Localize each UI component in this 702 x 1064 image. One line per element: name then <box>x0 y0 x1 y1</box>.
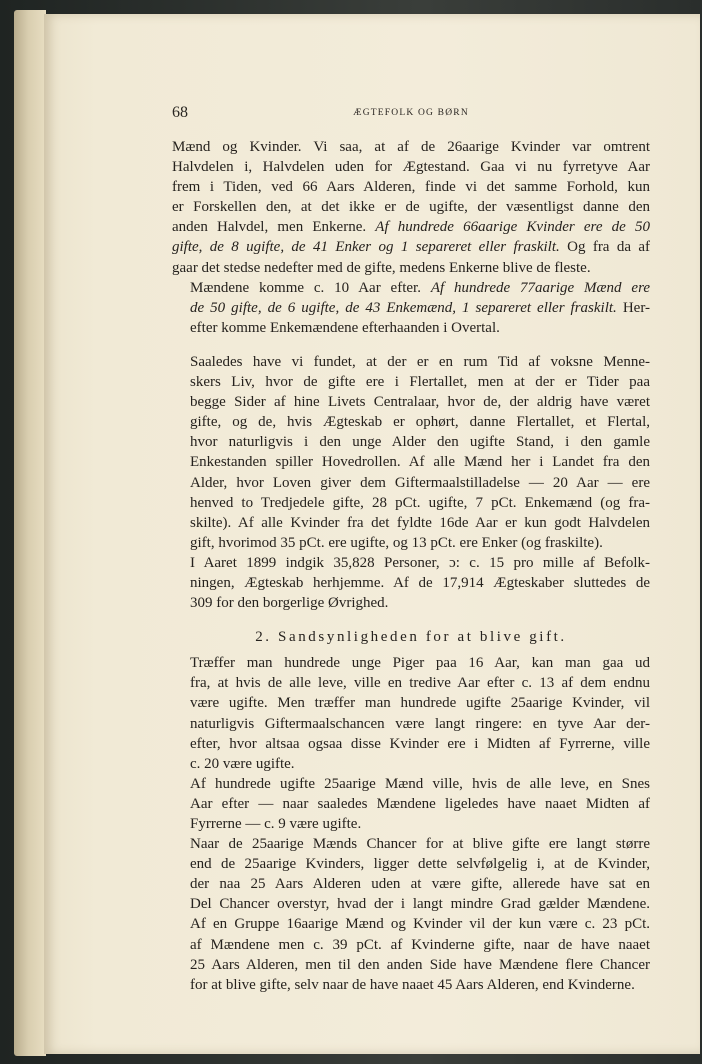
text-line <box>172 278 650 298</box>
body-text <box>172 137 650 995</box>
text-line: 309 for den borgerlige Øvrighed. <box>190 595 389 612</box>
running-head: ÆGTEFOLK OG BØRN <box>353 108 469 118</box>
text-line: Enkestanden spiller Hovedrollen. Af alle Mænd her i Landet fra den <box>190 454 650 471</box>
text-line: for at blive gifte, selv naar de have naaet 45 Aars Alderen, end Kvinderne. <box>190 976 635 993</box>
text-line: hvor naturligvis i den unge Alder den ugifte Stand, i den gamle <box>190 434 650 451</box>
text-line: begge Sider af hine Livets Centralaar, hvor de, der aldrig have været <box>190 394 650 411</box>
text-line: efter, hvor altsaa ogsaa disse Kvinder ere i Midten af Fyrrerne, ville <box>190 735 650 752</box>
paragraph-1 <box>172 137 650 278</box>
text-run: Her- <box>622 299 650 316</box>
text-line <box>172 298 650 318</box>
paragraph-3 <box>172 352 650 553</box>
book-binding-edge <box>14 10 46 1056</box>
text-line: frem i Tiden, ved 66 Aars Alderen, finde vi det samme Forhold, kun <box>172 179 650 196</box>
text-line: I Aaret 1899 indgik 35,828 Personer, ɔ: c. 15 pro mille af Befolk- <box>190 554 650 571</box>
text-run: Mændene komme c. 10 Aar efter. <box>190 279 421 296</box>
text-line: der naa 25 Aars Alderen uden at være gifte, allerede have sat en <box>190 876 650 893</box>
italic-run: gifte, de 8 ugifte, de 41 Enker og 1 separeret eller fraskilt. <box>172 239 560 256</box>
text-line: Del Chancer overstyr, hvad der i langt mindre Grad gælder Mændene. <box>190 896 650 913</box>
text-line: 25 Aars Alderen, men til den anden Side have Mændene flere Chancer <box>190 956 650 973</box>
text-line: gifte, og de, hvis Ægteskab er ophørt, danne Flertallet, et Flertal, <box>190 414 650 431</box>
text-line: gaar det stedse nedefter med de gifte, medens Enkerne blive de fleste. <box>172 259 591 276</box>
italic-run: de 50 gifte, de 6 ugifte, de 43 Enkemænd, 1 separeret eller fraskilt. <box>190 299 617 316</box>
page-number: 68 <box>172 104 188 121</box>
text-line: være ugifte. Men træffer man hundrede ugifte 25aarige Kvinder, vil <box>190 695 650 712</box>
text-line: end de 25aarige Kvinders, ligger dette selvfølgelig i, at de Kvinder, <box>190 856 650 873</box>
text-line: Halvdelen i, Halvdelen uden for Ægtestand. Gaa vi nu fyrretyve Aar <box>172 159 650 176</box>
text-run: anden Halvdel, men Enkerne. <box>172 219 367 236</box>
italic-run: Af hundrede 77aarige Mænd ere <box>430 279 650 296</box>
text-line <box>172 217 650 237</box>
paragraph-4 <box>172 553 650 613</box>
text-line: af Mændene men c. 39 pCt. af Kvinderne gifte, naar de have naaet <box>190 936 650 953</box>
text-line: fra, at hvis de alle leve, ville en tredive Aar efter c. 13 af dem endnu <box>190 675 650 692</box>
text-line: Naar de 25aarige Mænds Chancer for at blive gifte ere langt større <box>190 836 650 853</box>
text-line: c. 20 være ugifte. <box>190 755 295 772</box>
text-line: efter komme Enkemændene efterhaanden i Overtal. <box>190 319 500 336</box>
text-line: er Forskellen den, at det ikke er de ugifte, der væsentligst danne den <box>172 199 650 216</box>
text-line: Aar efter — naar saaledes Mændene ligeledes have naaet Midten af <box>190 795 650 812</box>
text-line: Mænd og Kvinder. Vi saa, at af de 26aarige Kvinder var omtrent <box>172 139 650 155</box>
paragraph-7 <box>172 834 650 995</box>
text-line: Alder, hvor Loven giver dem Giftermaalstilladelse — 20 Aar — ere <box>190 474 650 491</box>
text-line: Af hundrede ugifte 25aarige Mænd ville, hvis de alle leve, en Snes <box>190 775 650 792</box>
text-line: ningen, Ægteskab herhjemme. Af de 17,914 Ægteskaber sluttedes de <box>190 574 650 591</box>
text-line: henved to Tredjedele gifte, 28 pCt. ugifte, 7 pCt. Enkemænd (og fra- <box>190 494 650 511</box>
text-line: naturligvis Giftermaalschancen være langt ringere: en tyve Aar der- <box>190 715 650 732</box>
section-heading: 2. Sandsynligheden for at blive gift. <box>255 629 567 646</box>
text-line <box>172 237 650 257</box>
paragraph-6 <box>172 774 650 834</box>
text-line: Træffer man hundrede unge Piger paa 16 Aar, kan man gaa ud <box>190 655 650 672</box>
text-run: Og fra da af <box>567 239 650 256</box>
text-line: Fyrrerne — c. 9 være ugifte. <box>190 816 362 832</box>
italic-run: Af hundrede 66aarige Kvinder ere de 50 <box>375 219 650 236</box>
paragraph-5 <box>172 653 650 774</box>
text-line: Saaledes have vi fundet, at der er en rum Tid af voksne Menne- <box>190 353 650 370</box>
text-line: Af en Gruppe 16aarige Mænd og Kvinder vil der kun være c. 23 pCt. <box>190 916 650 933</box>
text-line: gift, hvorimod 35 pCt. ere ugifte, og 13 pCt. ere Enker (og fraskilte). <box>190 534 603 551</box>
paragraph-2 <box>172 278 650 338</box>
text-line: skilte). Af alle Kvinder fra det fyldte 16de Aar er kun godt Halvdelen <box>190 514 650 531</box>
text-line: skers Liv, hvor de gifte ere i Flertallet, men at der er Tider paa <box>190 374 650 391</box>
page-header <box>172 104 650 126</box>
